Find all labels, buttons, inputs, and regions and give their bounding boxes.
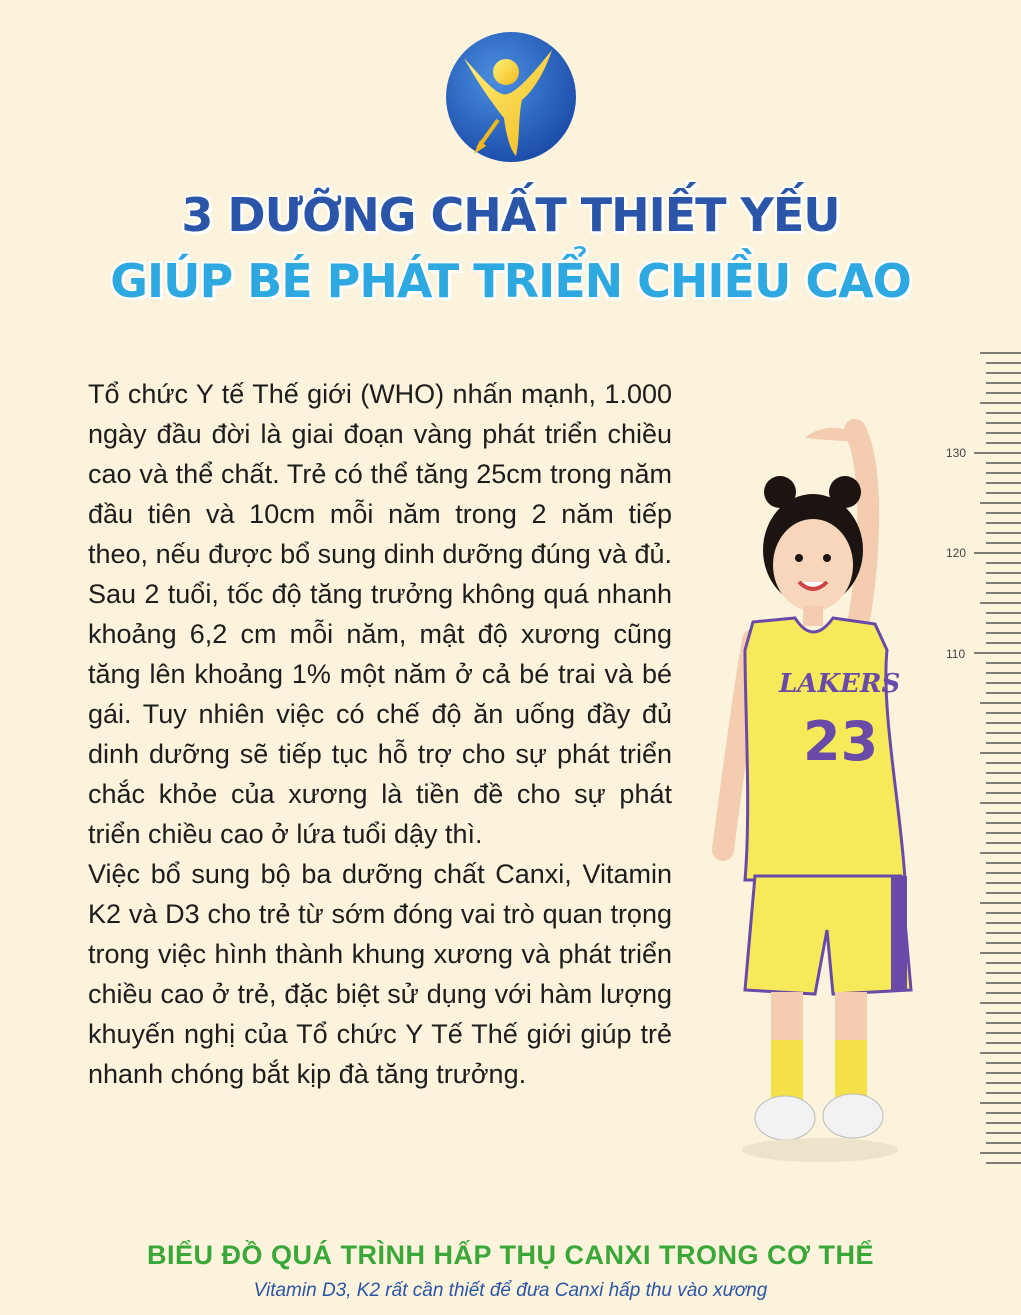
person-arms-up-logo-icon [444, 30, 578, 164]
ruler-label-110: 110 [946, 647, 966, 661]
jersey-text: LAKERS [779, 669, 901, 699]
article-paragraph-2: Việc bổ sung bộ ba dưỡng chất Canxi, Vitamin K2 và D3 cho trẻ từ sớm đóng vai trò quan trọng trong việc hình thành khung xương và phát triển chiều cao ở trẻ, đặc biệt sử dụng với hàm lượng khuyến nghị của Tổ chức Y Tế Thế giới giúp trẻ nhanh chóng bắt kịp đà tăng trưởng. [88, 859, 672, 1089]
chart-section-subtitle: Vitamin D3, K2 rất cần thiết để đưa Canxi hấp thu vào xương [253, 1280, 768, 1301]
ruler-label-130: 130 [946, 446, 967, 460]
chart-section-title: BIỂU ĐỒ QUÁ TRÌNH HẤP THỤ CANXI TRONG CƠ THỂ [146, 1240, 875, 1270]
page-title-line1: 3 DƯỠNG CHẤT THIẾT YẾU [181, 188, 840, 242]
jersey-number: 23 [803, 710, 879, 773]
article-paragraph-1: Tổ chức Y tế Thế giới (WHO) nhấn mạnh, 1.000 ngày đầu đời là giai đoạn vàng phát triển chiều cao và thể chất. Trẻ có thể tăng 25cm trong năm đầu tiên và 10cm mỗi năm trong 2 năm tiếp theo, nếu được bổ sung dinh dưỡng đúng và đủ. Sau 2 tuổi, tốc độ tăng trưởng không quá nhanh khoảng 6,2 cm mỗi năm, mật độ xương cũng tăng lên khoảng 1% một năm ở cả bé trai và bé gái. Tuy nhiên việc có chế độ ăn uống đầy đủ dinh dưỡng sẽ tiếp tục hỗ trợ cho sự phát triển chắc khỏe của xương là tiền đề cho sự phát triển chiều cao ở lứa tuổi dậy thì. [88, 379, 672, 849]
child-photo [705, 410, 935, 1180]
ruler-label-120: 120 [946, 546, 967, 560]
height-ruler [940, 345, 1021, 1165]
page-title-line2: GIÚP BÉ PHÁT TRIỂN CHIỀU CAO [110, 254, 911, 308]
article-body [88, 374, 672, 1094]
